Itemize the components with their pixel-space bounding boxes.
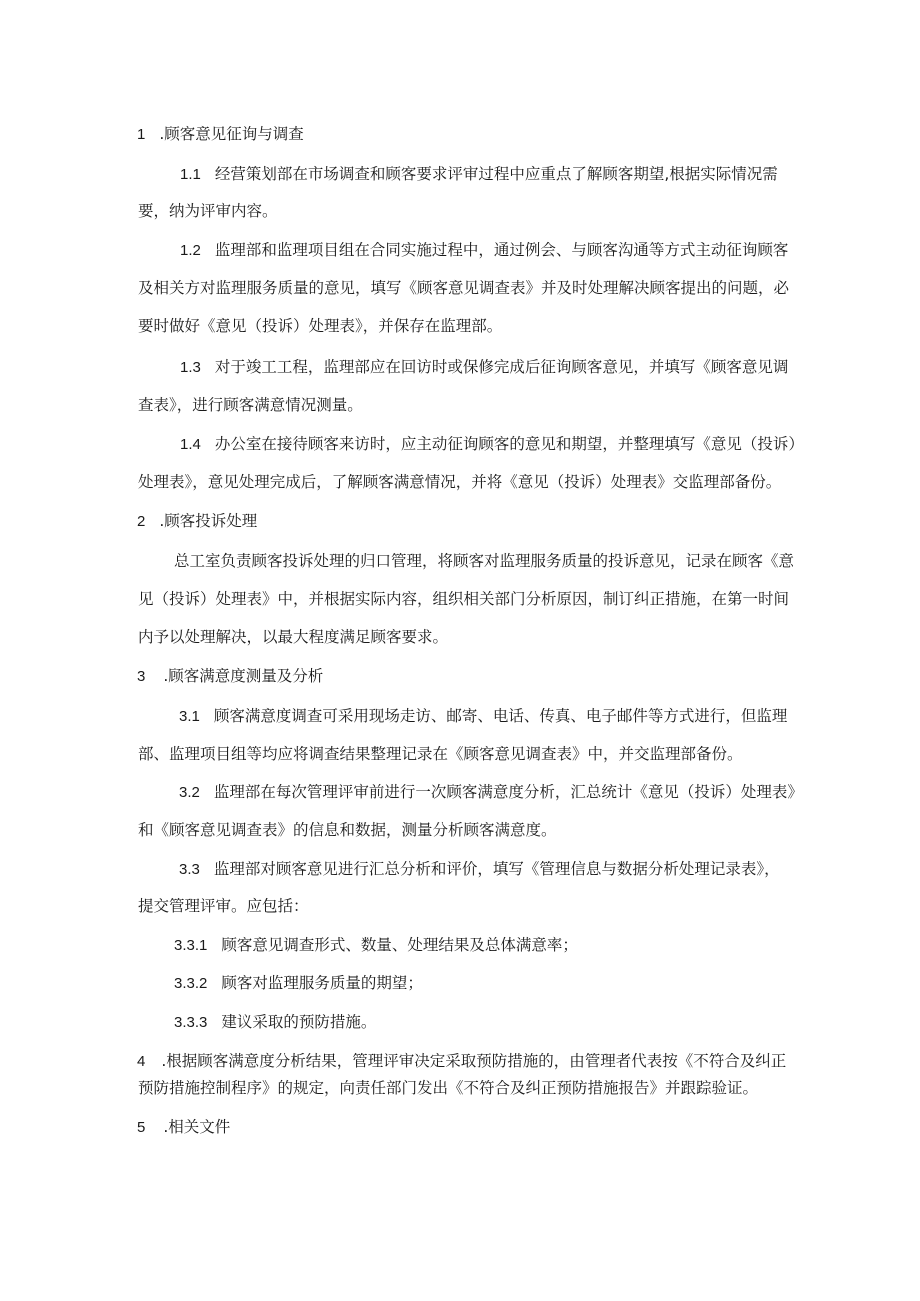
paragraph-3-1-line-2: 部、监理项目组等均应将调查结果整理记录在《顾客意见调查表》中，并交监理部备份。	[138, 745, 743, 763]
paragraph-3-2-line-1	[179, 781, 803, 803]
paragraph-1-4-line-2: 处理表》，意见处理完成后，了解顾客满意情况，并将《意见（投诉）处理表》交监理部备份。	[138, 473, 782, 491]
paragraph-text: 监理部在每次管理评审前进行一次顾客满意度分析，汇总统计《意见（投诉）处理表》	[213, 783, 803, 801]
paragraph-1-2-line-1	[180, 239, 788, 261]
section-2-heading	[137, 510, 257, 532]
paragraph-text: 对于竣工工程，监理部应在回访时或保修完成后征询顾客意见，并填写《顾客意见调	[214, 358, 789, 376]
clause-number: 1.4	[180, 436, 201, 453]
paragraph-3-3-line-1	[179, 858, 780, 880]
paragraph-text: 监理部和监理项目组在合同实施过程中，通过例会、与顾客沟通等方式主动征询顾客	[214, 241, 789, 259]
paragraph-1-1-line-1	[180, 163, 778, 185]
clause-number: 3.3.1	[174, 937, 208, 954]
paragraph-1-1-line-2: 要，纳为评审内容。	[138, 202, 278, 220]
section-title: .顾客意见征询与调查	[159, 125, 304, 143]
clause-text: 顾客对监理服务质量的期望；	[221, 974, 423, 992]
section-5-heading	[137, 1116, 230, 1138]
paragraph-1-3-line-1	[180, 356, 788, 378]
clause-number: 3.3	[179, 861, 200, 878]
clause-number: 3.3.3	[174, 1014, 208, 1031]
section-number: 2	[137, 513, 146, 530]
section-number: 4	[137, 1053, 146, 1070]
paragraph-1-3-line-2: 查表》，进行顾客满意情况测量。	[138, 396, 363, 414]
section-4-line-2: 预防措施控制程序》的规定，向责任部门发出《不符合及纠正预防措施报告》并跟踪验证。	[138, 1079, 759, 1097]
paragraph-text: .根据顾客满意度分析结果，管理评审决定采取预防措施的，由管理者代表按《不符合及纠正	[161, 1052, 787, 1070]
section-number: 5	[137, 1119, 146, 1136]
paragraph-1-2-line-3: 要时做好《意见（投诉）处理表》，并保存在监理部。	[138, 317, 503, 335]
clause-3-3-2	[174, 972, 423, 994]
section-title: .顾客投诉处理	[159, 512, 258, 530]
paragraph-2-line-1: 总工室负责顾客投诉处理的归口管理，将顾客对监理服务质量的投诉意见，记录在顾客《意	[174, 552, 795, 570]
clause-number: 3.2	[179, 784, 200, 801]
section-number: 3	[137, 668, 146, 685]
section-number: 1	[137, 126, 146, 143]
paragraph-text: 经营策划部在市场调查和顾客要求评审过程中应重点了解顾客期望,根据实际情况需	[214, 165, 778, 183]
paragraph-3-3-line-2: 提交管理评审。应包括：	[138, 897, 309, 915]
clause-3-3-3	[174, 1011, 376, 1033]
paragraph-3-2-line-2: 和《顾客意见调查表》的信息和数据，测量分析顾客满意度。	[138, 821, 557, 839]
paragraph-text: 顾客满意度调查可采用现场走访、邮寄、电话、传真、电子邮件等方式进行，但监理	[213, 707, 788, 725]
section-3-heading	[137, 665, 323, 687]
clause-3-3-1	[174, 934, 578, 956]
section-title: .相关文件	[163, 1118, 231, 1136]
paragraph-2-line-3: 内予以处理解决，以最大程度满足顾客要求。	[138, 628, 449, 646]
section-title: .顾客满意度测量及分析	[163, 667, 324, 685]
paragraph-3-1-line-1	[179, 705, 787, 727]
clause-text: 建议采取的预防措施。	[221, 1013, 377, 1031]
clause-number: 1.3	[180, 359, 201, 376]
clause-number: 3.1	[179, 708, 200, 725]
paragraph-2-line-2: 见（投诉）处理表》中，并根据实际内容，组织相关部门分析原因，制订纠正措施，在第一时间	[138, 590, 790, 608]
paragraph-text: 监理部对顾客意见进行汇总分析和评价，填写《管理信息与数据分析处理记录表》，	[213, 860, 780, 878]
clause-number: 1.1	[180, 166, 201, 183]
clause-number: 3.3.2	[174, 975, 208, 992]
paragraph-text: 办公室在接待顾客来访时，应主动征询顾客的意见和期望，并整理填写《意见（投诉）	[214, 435, 804, 453]
clause-text: 顾客意见调查形式、数量、处理结果及总体满意率；	[221, 936, 578, 954]
clause-number: 1.2	[180, 242, 201, 259]
section-4-line-1	[137, 1050, 786, 1072]
paragraph-1-2-line-2: 及相关方对监理服务质量的意见，填写《顾客意见调查表》并及时处理解决顾客提出的问题，必	[138, 279, 790, 297]
section-1-heading	[137, 123, 304, 145]
paragraph-1-4-line-1	[180, 433, 804, 455]
